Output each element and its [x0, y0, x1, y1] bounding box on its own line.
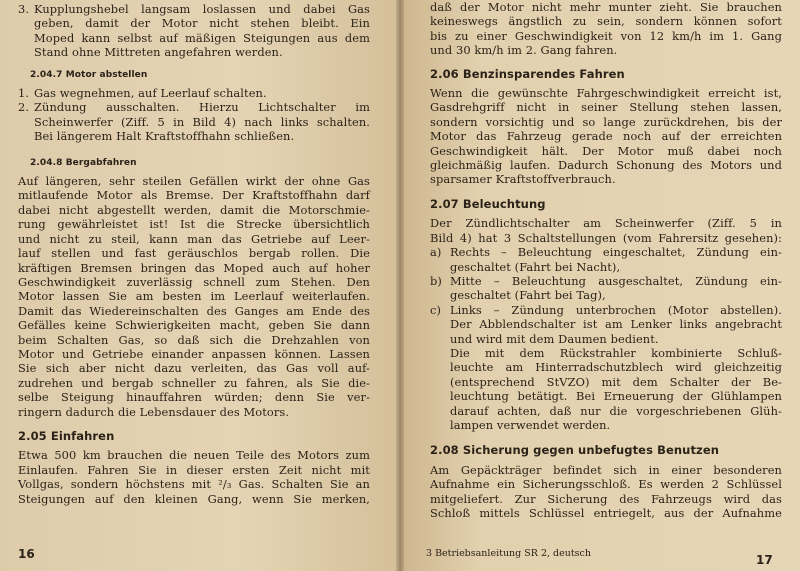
list-number: a)	[430, 245, 442, 260]
text-line: Schloß mittels Schlüssel entriegelt, aus der Aufnahme	[430, 506, 782, 520]
text-line: und nicht zu steil, kann man das Getriebe auf Leer-	[18, 231, 370, 246]
book-gutter	[396, 0, 404, 571]
right-page-text	[430, 0, 782, 520]
text-line: Wenn die gewünschte Fahrgeschwindigkeit erreicht ist,	[430, 86, 782, 101]
text-line: leuchtung betätigt. Bei Erneuerung der Glühlampen	[450, 389, 782, 404]
list-number: 2.	[18, 100, 30, 115]
text-line: Motor und Getriebe einander anpassen können. Lassen	[18, 346, 370, 361]
section-heading-beleuchtung: 2.07 Beleuchtung	[430, 196, 546, 211]
page-number-left: 16	[18, 547, 35, 561]
left-page-text	[18, 2, 370, 506]
list-item-1	[18, 86, 370, 100]
text-line: leuchte am Hinterradschutzblech wird gleichzeitig	[450, 360, 782, 375]
paragraph-continuation	[430, 0, 782, 58]
text-line: Die mit dem Rückstrahler kombinierte Schluß-	[450, 345, 782, 360]
text-line: Links – Zündung unterbrochen (Motor abstellen).	[450, 302, 782, 317]
text-line: Auf längeren, sehr steilen Gefällen wirkt der ohne Gas	[18, 174, 370, 189]
text-line: daß der Motor nicht mehr munter zieht. Sie brauchen	[430, 0, 782, 14]
footer-signature: 3 Betriebsanleitung SR 2, deutsch	[426, 548, 591, 559]
text-line: lampen verwendet werden.	[450, 417, 611, 432]
text-line: kräftigen Bremsen bringen das Moped auch auf hoher	[18, 260, 370, 275]
text-line: geschaltet (Fahrt bei Nacht),	[450, 259, 621, 274]
text-line: Am Gepäckträger befindet sich in einer besonderen	[430, 462, 782, 477]
text-line: und wird mit dem Daumen bedient.	[450, 331, 659, 346]
text-line: Steigungen auf den kleinen Gang, wenn Sie merken,	[18, 491, 370, 506]
text-line: Gefälles keine Schwierigkeiten macht, geben Sie dann	[18, 318, 370, 333]
section-heading-einfahren: 2.05 Einfahren	[18, 428, 115, 443]
paragraph-benzinsparendes-fahren	[430, 86, 782, 187]
text-line: Etwa 500 km brauchen die neuen Teile des Motors zum	[18, 448, 370, 463]
text-line: Sie sich aber nicht dazu verleiten, das Gas voll auf-	[18, 361, 370, 376]
text-line: selbe Steigung hinauffahren würden; denn Sie ver-	[18, 390, 370, 405]
list-number: c)	[430, 302, 442, 317]
paragraph-beleuchtung-intro	[430, 216, 782, 245]
list-text	[34, 2, 370, 60]
text-line: gleichmäßig laufen. Dadurch Schonung des Motors und	[430, 158, 782, 173]
right-page	[400, 0, 800, 571]
text-line: Stand ohne Mittreten angefahren werden.	[34, 45, 283, 60]
text-line: zudrehen und bergab schneller zu fahren, als Sie die-	[18, 375, 370, 390]
paragraph-einfahren	[18, 448, 370, 506]
list-item-2	[18, 100, 370, 143]
text-line: beim Schalten Gas, so daß sich die Drehzahlen von	[18, 332, 370, 347]
text-line: Damit das Wiedereinschalten des Ganges am Ende des	[18, 303, 370, 318]
text-line: Gasdrehgriff nicht in seiner Stellung stehen lassen,	[430, 100, 782, 115]
list-text	[450, 274, 782, 303]
paragraph-bergabfahren	[18, 174, 370, 419]
text-line: Rechts – Beleuchtung eingeschaltet, Zündung ein-	[450, 245, 782, 260]
section-heading-motor-abstellen: 2.04.7 Motor abstellen	[30, 69, 148, 80]
text-line: Motor lassen Sie am besten im Leerlauf weiterlaufen.	[18, 289, 370, 304]
text-line: Bild 4) hat 3 Schaltstellungen (vom Fahrersitz gesehen):	[430, 230, 782, 245]
list-number: b)	[430, 273, 442, 288]
text-line: Geschwindigkeit hält. Der Motor muß dabei noch	[430, 143, 782, 158]
text-line: Vollgas, sondern höchstens mit ²/₃ Gas. Schalten Sie an	[18, 477, 370, 492]
text-line: Zündung ausschalten. Hierzu Lichtschalter im	[34, 100, 370, 115]
text-line: mitlaufende Motor als Bremse. Der Kraftstoffhahn darf	[18, 188, 370, 203]
list-text	[34, 100, 370, 143]
text-line: geben, damit der Motor nicht stehen bleibt. Ein	[34, 16, 370, 31]
list-item-3	[18, 2, 370, 60]
text-line: sparsamer Kraftstoffverbrauch.	[430, 172, 616, 187]
list-text	[450, 245, 782, 274]
text-line: mitgeliefert. Zur Sicherung des Fahrzeugs wird das	[430, 491, 782, 506]
list-text	[34, 86, 370, 100]
list-number: 1.	[18, 86, 30, 101]
text-line: Scheinwerfer (Ziff. 5 in Bild 4) nach links schalten.	[34, 114, 370, 129]
text-line: Kupplungshebel langsam loslassen und dabei Gas	[34, 2, 370, 16]
text-line: lauf stellen und fast geräuschlos bergab rollen. Die	[18, 246, 370, 261]
text-line: rung gewährleistet ist! Ist die Strecke übersichtlich	[18, 217, 370, 232]
text-line: Gas wegnehmen, auf Leerlauf schalten.	[34, 86, 267, 101]
text-line: Geschwindigkeit zuverlässig schnell zum Stehen. Den	[18, 274, 370, 289]
text-line: und 30 km/h im 2. Gang fahren.	[430, 43, 618, 58]
list-item-c	[430, 303, 782, 433]
list-text	[450, 303, 782, 433]
page-number-right: 17	[756, 553, 773, 567]
list-item-a	[430, 245, 782, 274]
text-line: Bei längerem Halt Kraftstoffhahn schließen.	[34, 129, 295, 144]
text-line: dabei nicht abgestellt werden, damit die Motorschmie-	[18, 202, 370, 217]
text-line: Aufnahme ein Sicherungsschloß. Es werden 2 Schlüssel	[430, 477, 782, 492]
text-line: Moped kann selbst auf mäßigen Steigungen aus dem	[34, 30, 370, 45]
text-line: sondern vorsichtig und so lange zurückdrehen, bis der	[430, 114, 782, 129]
text-line: (entsprechend StVZO) mit dem Schalter der Be-	[450, 374, 782, 389]
text-line: Mitte – Beleuchtung ausgeschaltet, Zündung ein-	[450, 273, 782, 288]
text-line: geschaltet (Fahrt bei Tag),	[450, 288, 606, 303]
text-line: bis zu einer Geschwindigkeit von 12 km/h im 1. Gang	[430, 28, 782, 43]
text-line: darauf achten, daß nur die vorgeschriebenen Glüh-	[450, 403, 782, 418]
section-heading-bergabfahren: 2.04.8 Bergabfahren	[30, 157, 137, 168]
section-heading-sicherung: 2.08 Sicherung gegen unbefugtes Benutzen	[430, 443, 720, 458]
paragraph-sicherung	[430, 463, 782, 521]
list-number: 3.	[18, 2, 30, 16]
text-line: ringern dadurch die Lebensdauer des Motors.	[18, 404, 290, 419]
list-item-b	[430, 274, 782, 303]
text-line: Motor das Fahrzeug gerade noch auf der erreichten	[430, 129, 782, 144]
text-line: keineswegs ängstlich zu sein, sondern können sofort	[430, 14, 782, 29]
text-line: Einlaufen. Fahren Sie in dieser ersten Zeit nicht mit	[18, 462, 370, 477]
text-line: Der Zündlichtschalter am Scheinwerfer (Ziff. 5 in	[430, 216, 782, 231]
text-line: Der Abblendschalter ist am Lenker links angebracht	[450, 317, 782, 332]
section-heading-benzinsparendes-fahren: 2.06 Benzinsparendes Fahren	[430, 66, 625, 81]
